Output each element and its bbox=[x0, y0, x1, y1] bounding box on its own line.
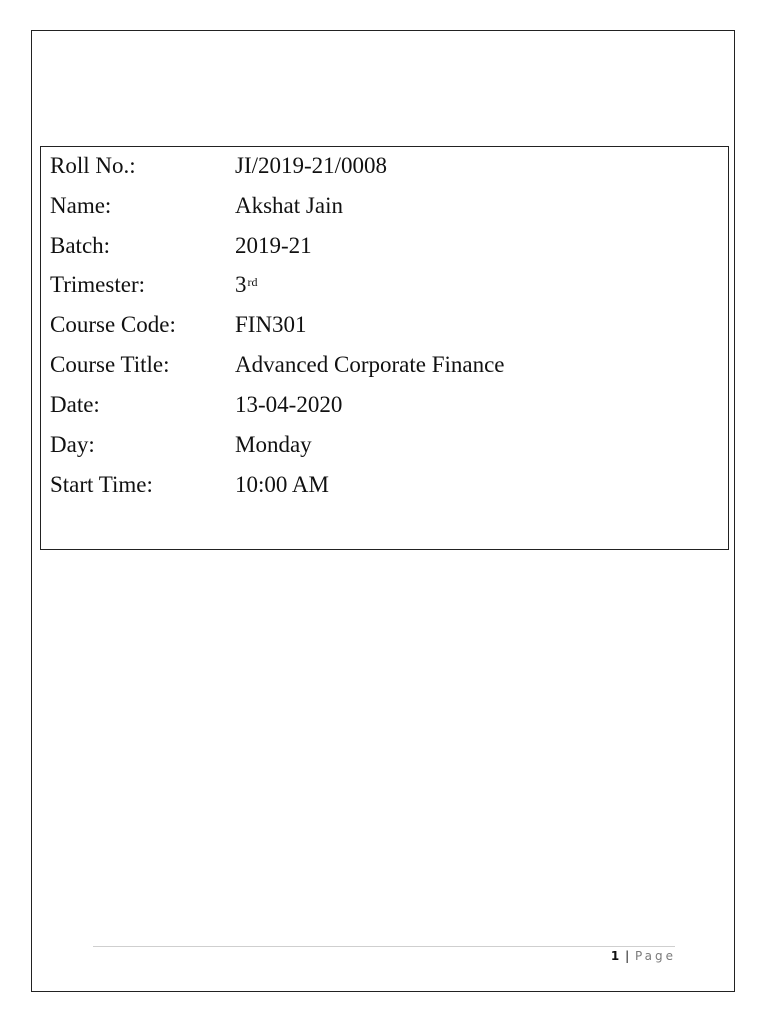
date-value: 13-04-2020 bbox=[235, 392, 343, 417]
roll-no-value: JI/2019-21/0008 bbox=[235, 153, 388, 178]
info-row-day bbox=[50, 430, 710, 460]
page-word: Page bbox=[634, 949, 676, 963]
trimester-ordinal-suffix: rd bbox=[247, 275, 258, 289]
course-code-value: FIN301 bbox=[235, 312, 307, 337]
day-label: Day: bbox=[50, 432, 95, 457]
roll-no-label: Roll No.: bbox=[50, 153, 136, 178]
name-value: Akshat Jain bbox=[235, 193, 343, 218]
course-code-label: Course Code: bbox=[50, 312, 176, 337]
batch-value: 2019-21 bbox=[235, 233, 312, 258]
day-value: Monday bbox=[235, 432, 312, 457]
trimester-label: Trimester: bbox=[50, 272, 145, 297]
info-row-date bbox=[50, 390, 710, 420]
info-row-course-code bbox=[50, 310, 710, 340]
trimester-value: 3 bbox=[235, 272, 247, 297]
page-separator: | bbox=[625, 949, 630, 963]
info-row-course-title bbox=[50, 350, 710, 380]
course-title-value: Advanced Corporate Finance bbox=[235, 352, 505, 377]
info-row-name bbox=[50, 191, 710, 221]
trimester-value-wrap bbox=[235, 270, 258, 300]
info-row-batch bbox=[50, 231, 710, 261]
page-footer bbox=[611, 948, 676, 964]
date-label: Date: bbox=[50, 392, 100, 417]
page-number: 1 bbox=[610, 949, 620, 963]
name-label: Name: bbox=[50, 193, 112, 218]
info-row-start-time bbox=[50, 470, 710, 500]
start-time-value: 10:00 AM bbox=[235, 472, 329, 497]
info-row-roll-no bbox=[50, 151, 710, 181]
start-time-label: Start Time: bbox=[50, 472, 153, 497]
info-row-trimester bbox=[50, 270, 710, 300]
course-title-label: Course Title: bbox=[50, 352, 170, 377]
batch-label: Batch: bbox=[50, 233, 111, 258]
footer-rule bbox=[93, 946, 675, 947]
